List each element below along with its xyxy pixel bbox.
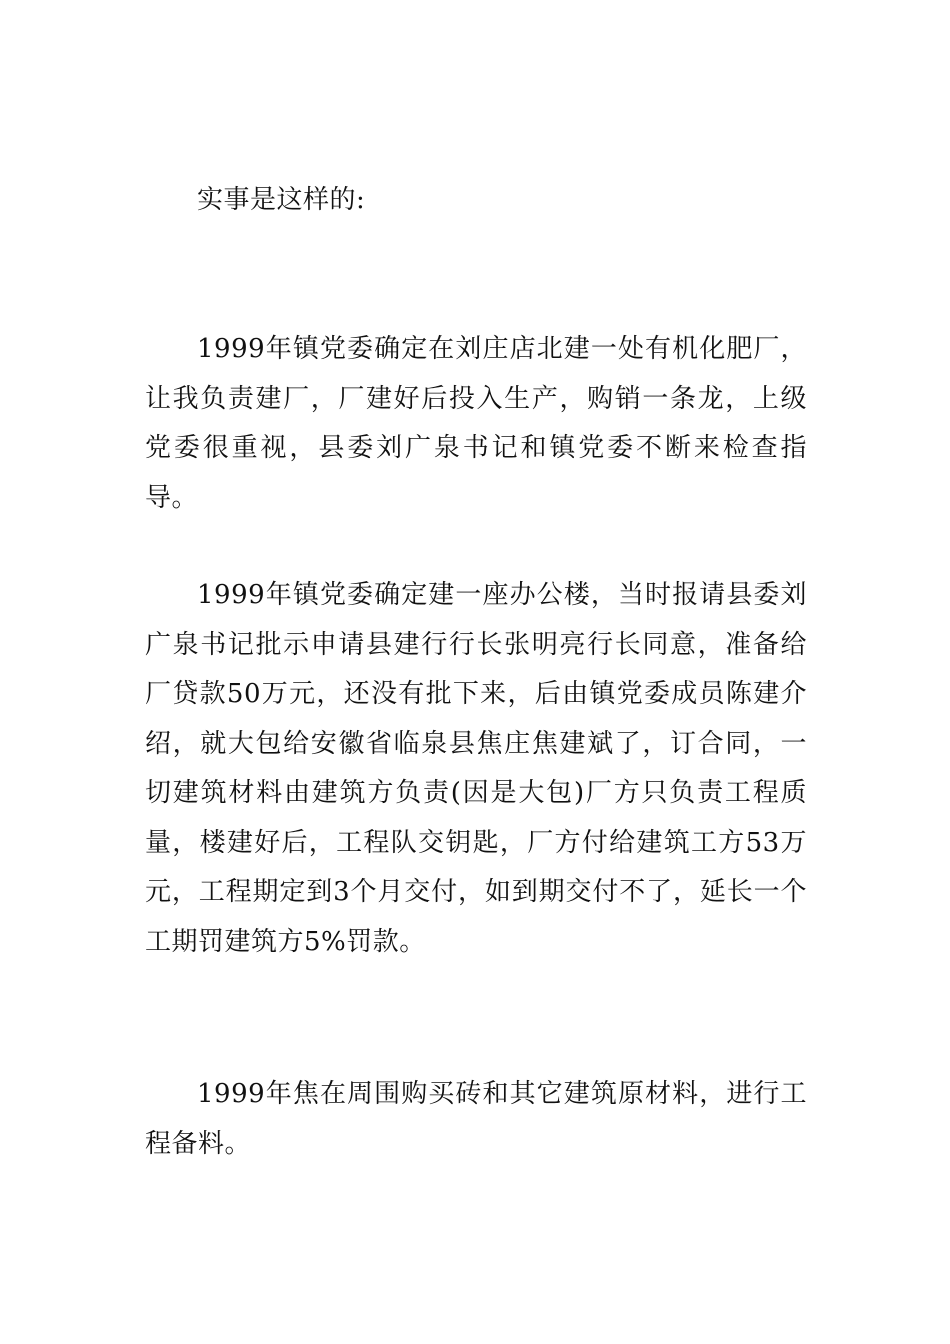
paragraph-office-building: 1999年镇党委确定建一座办公楼，当时报请县委刘广泉书记批示申请县建行行长张明亮行长同意，准备给厂贷款50万元，还没有批下来，后由镇党委成员陈建介绍，就大包给安徽省临泉县焦庄焦建斌了，订合同，一切建筑材料由建筑方负责(因是大包)厂方只负责工程质量，楼建好后，工程队交钥匙，厂方付给建筑工方53万元，工程期定到3个月交付，如到期交付不了，延长一个工期罚建筑方5%罚款。 [145,580,807,957]
paragraph-materials: 1999年焦在周围购买砖和其它建筑原材料，进行工程备料。 [145,1079,807,1159]
paragraph-intro: 实事是这样的: [197,185,366,215]
paragraph-fertilizer-plant: 1999年镇党委确定在刘庄店北建一处有机化肥厂，让我负责建厂，厂建好后投入生产，购销一条龙，上级党委很重视，县委刘广泉书记和镇党委不断来检查指导。 [145,334,807,513]
